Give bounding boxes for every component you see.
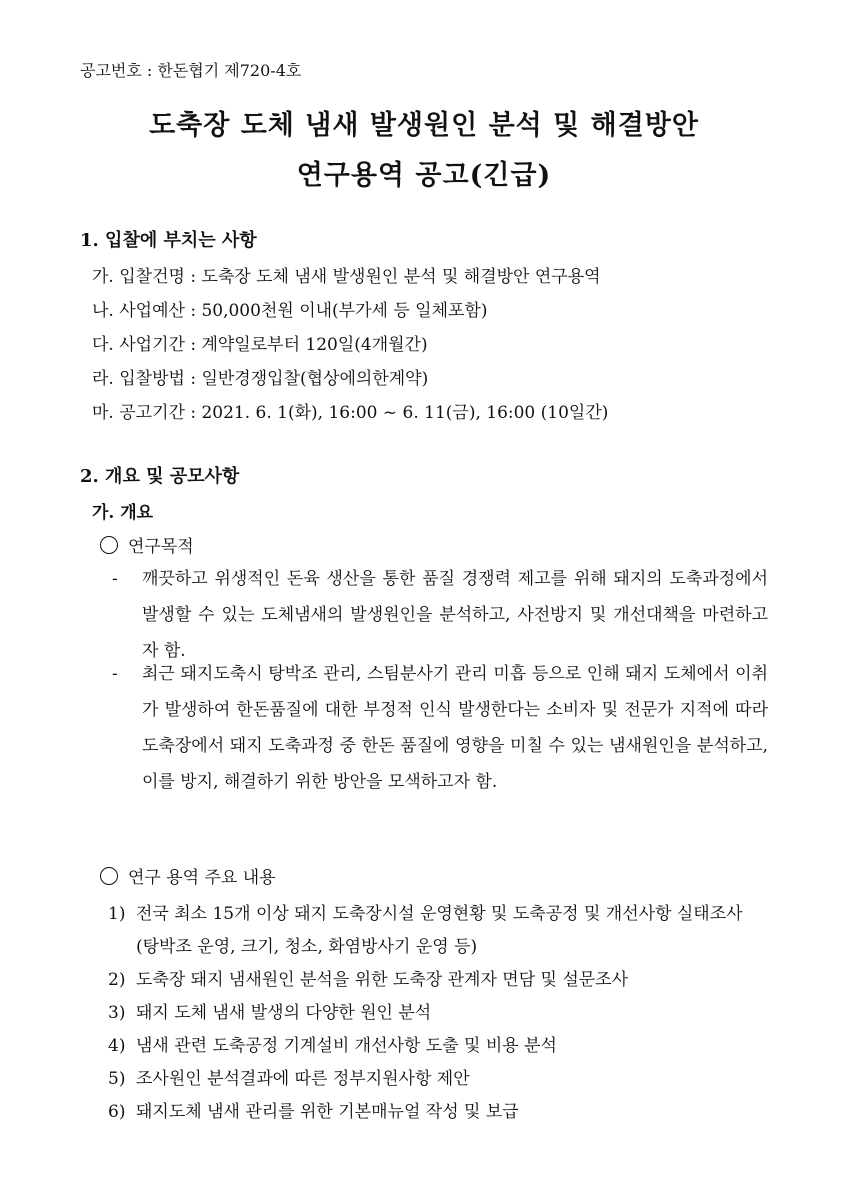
content-item-number: 3) — [108, 1003, 126, 1023]
purpose-paragraph-text: 깨끗하고 위생적인 돈육 생산을 통한 품질 경쟁력 제고를 위해 돼지의 도축과정에서 발생할 수 있는 도체냄새의 발생원인을 분석하고, 사전방지 및 개선대책을 마련하고자 함. — [142, 569, 768, 661]
bid-info-label: 다. 사업기간 — [92, 335, 185, 355]
content-item — [108, 998, 431, 1023]
purpose-paragraph — [112, 656, 768, 800]
content-item-number: 4) — [108, 1036, 126, 1056]
bid-info-row — [92, 330, 428, 355]
purpose-title: 연구목적 — [100, 532, 194, 557]
bid-info-value: : 도축장 도체 냄새 발생원인 분석 및 해결방안 연구용역 — [184, 267, 601, 287]
bid-info-value: : 계약일로부터 120일(4개월간) — [184, 335, 428, 355]
content-item — [108, 1064, 470, 1089]
content-item — [108, 965, 628, 990]
bid-info-value: : 50,000천원 이내(부가세 등 일체포함) — [184, 301, 488, 321]
bid-info-label: 라. 입찰방법 — [92, 369, 185, 389]
circle-bullet-icon — [100, 536, 118, 554]
content-item-text: 전국 최소 15개 이상 돼지 도축장시설 운영현황 및 도축공정 및 개선사항 실태조사 — [136, 904, 743, 924]
content-title: 연구 용역 주요 내용 — [100, 863, 276, 888]
content-item-text: 돼지도체 냄새 관리를 위한 기본매뉴얼 작성 및 보급 — [136, 1102, 519, 1122]
content-item — [108, 1097, 519, 1122]
document-title-line2: 연구용역 공고(긴급) — [296, 160, 552, 191]
notice-number: 공고번호 : 한돈협기 제720-4호 — [80, 61, 302, 80]
content-item-text: (탕박조 운영, 크기, 청소, 화염방사기 운영 등) — [136, 937, 478, 957]
content-item — [108, 1031, 557, 1056]
bid-info-row — [92, 262, 601, 287]
section2-heading: 2. 개요 및 공모사항 — [80, 466, 240, 487]
content-item — [108, 899, 743, 924]
content-item-number: 2) — [108, 970, 126, 990]
purpose-paragraph-text: 최근 돼지도축시 탕박조 관리, 스팀분사기 관리 미흡 등으로 인해 돼지 도체에서 이취가 발생하여 한돈품질에 대한 부정적 인식 발생한다는 소비자 및 전문가 지적에 따라 도축장에서 돼지 도축과정 중 한돈 품질에 영향을 미칠 수 있는 냄새원인을 분석하고, 이를 방지, 해결하기 위한 방안을 모색하고자 함. — [142, 664, 768, 792]
bid-info-label: 나. 사업예산 — [92, 301, 185, 321]
content-item-number: 6) — [108, 1102, 126, 1122]
bid-info-label: 마. 공고기간 — [92, 403, 185, 423]
bid-info-value: : 2021. 6. 1(화), 16:00 ~ 6. 11(금), 16:00 (10일간) — [184, 403, 609, 423]
bid-info-row — [92, 364, 428, 389]
content-item-text: 냄새 관련 도축공정 기계설비 개선사항 도출 및 비용 분석 — [136, 1036, 557, 1056]
overview-subheading: 가. 개요 — [92, 503, 154, 523]
bid-info-label: 가. 입찰건명 — [92, 267, 185, 287]
section1-heading: 1. 입찰에 부치는 사항 — [80, 230, 257, 251]
dash-bullet: - — [112, 664, 118, 684]
bid-info-row — [92, 398, 608, 423]
content-item-text: 도축장 돼지 냄새원인 분석을 위한 도축장 관계자 면담 및 설문조사 — [136, 970, 629, 990]
purpose-paragraph — [112, 561, 768, 669]
bid-info-value: : 일반경쟁입찰(협상에의한계약) — [184, 369, 429, 389]
bid-info-row — [92, 296, 487, 321]
content-item-number: 1) — [108, 904, 126, 924]
document-title-line1: 도축장 도체 냄새 발생원인 분석 및 해결방안 — [149, 110, 699, 141]
content-item-text: 조사원인 분석결과에 따른 정부지원사항 제안 — [136, 1069, 470, 1089]
circle-bullet-icon — [100, 867, 118, 885]
content-item — [108, 932, 477, 957]
content-item-number: 5) — [108, 1069, 126, 1089]
content-item-text: 돼지 도체 냄새 발생의 다양한 원인 분석 — [136, 1003, 432, 1023]
dash-bullet: - — [112, 569, 118, 589]
